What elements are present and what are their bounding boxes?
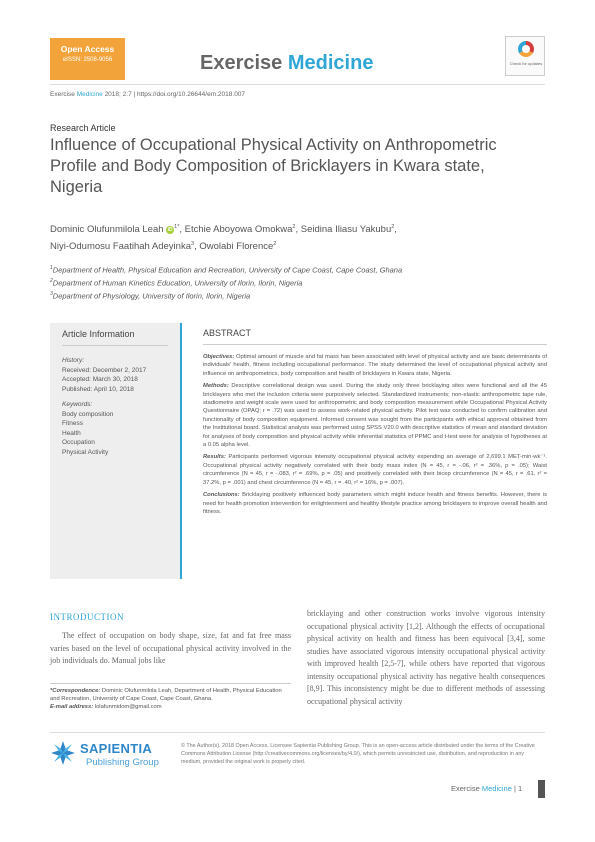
author-affiliation-sup: 2 (273, 241, 277, 248)
check-for-updates-label: Check for updates (509, 61, 543, 66)
check-for-updates-badge[interactable] (505, 36, 545, 76)
citation-journal-word1: Exercise (50, 91, 75, 98)
affiliation-item: $^3$Department of Physiology, University of Ilorin, Ilorin, Nigeria (50, 291, 251, 301)
article-title: Influence of Occupational Physical Activity on Anthropometric Profile and Body Composition of Bricklayers in Kwara state, Nigeria (50, 136, 497, 196)
introduction-right-column: bricklaying and other construction works involve vigorous intensity occupational physical activity [1,2]. Although the effects of occupational physical activity on health and fitness has been equivocal [3,4], some studies have associated vigorous intensity occupational physical activity with improved health [2,5-7], while others have reported that vigorous intensity occupational physical activity has negative health consequences [8,9]. This inconsistency might be due to different methods of assessing occupational physical activity (307, 609, 545, 706)
publisher-subtitle: Publishing Group (86, 757, 159, 768)
citation-line (50, 91, 245, 98)
keyword-item: Fitness (62, 420, 83, 427)
published-date: Published: April 10, 2018 (62, 385, 134, 393)
footer-journal-word2: Medicine (481, 784, 512, 793)
journal-title-word1: Exercise (200, 52, 283, 74)
footer-divider (50, 732, 545, 733)
affiliation-item: $^2$Department of Human Kinetics Education, University of Ilorin, Ilorin, Nigeria (50, 278, 303, 288)
author-name[interactable]: Seidina Iliasu Yakubu (300, 224, 392, 236)
author-name[interactable]: Niyi-Odumosu Faatihah Adeyinka (50, 241, 191, 253)
abstract-heading: ABSTRACT (203, 328, 252, 338)
info-divider (62, 345, 168, 346)
open-access-label: Open Access (60, 44, 115, 54)
sapientia-logo-icon (50, 740, 76, 766)
page-marker-bar (538, 780, 545, 798)
author-name[interactable]: Dominic Olufunmilola Leah (50, 224, 164, 236)
email-address[interactable]: lolafunmidom@gmail.com (93, 704, 162, 710)
abstract-methods: Methods: Descriptive correlational design was used. During the study only three bricklaying sites were functional and all the 45 bricklayers who met the inclusion criteria were purposively selected. Standardized instruments; non-elastic anthropometric tape rule, stadiometre and weight scale were used for anthropometric and body composition measurement while Occupational Physical Activity Questionnaire (OPAQ; r = .72) was used to assess work-related physical activity. Pilot test was conducted to confirm calibration and functionality of body composition equipment. Informed consent was sought from the participants with ethical approval obtained from the Institutional board. Statistical analysis was performed using SPSS V20.0 with descriptive statistics of mean and standard deviation for analyses of body composition and physical activity while inferential statistics of PPMC and t-test were for analysis of hypotheses at a 0.05 alpha level. (203, 383, 547, 449)
introduction-heading: INTRODUCTION (50, 612, 124, 622)
footer-journal-word1: Exercise (451, 784, 480, 793)
keyword-item: Body composition (62, 410, 114, 418)
abstract-objectives: Objectives: Optimal amount of muscle and fat mass has been associated with level of physical activity and are basic determinants of individuals' health, fitness including occupational performance. The study determined the level of occupational physical activity and influence on anthropometrics, body composition and health of bricklayers in Kwara state, Nigeria. (203, 354, 547, 377)
publisher-name: SAPIENTIA (80, 741, 153, 756)
journal-title-word2: Medicine (287, 52, 374, 74)
author-name[interactable]: Etchie Aboyowa Omokwa (184, 224, 293, 236)
open-access-badge (50, 38, 125, 80)
abstract-panel (180, 323, 545, 579)
page-number: 1 (518, 784, 523, 793)
journal-title (200, 52, 373, 75)
abstract-divider (203, 344, 547, 345)
author-affiliation-sup: 1* (174, 224, 180, 230)
author-affiliation-sup: 2 (391, 224, 395, 230)
correspondence-label: *Correspondence: (50, 688, 101, 694)
correspondence-divider (50, 683, 291, 684)
author-list: Dominic Olufunmilola Leah iD $^{1*}$, Etchie Aboyowa Omokwa$^2$, Seidina Iliasu Yakubu$^2$, Niyi-Odumosu Faatihah Adeyinka$^3$, Owolabi Florence$^2$ (50, 224, 397, 253)
author-affiliation-sup: 3 (191, 241, 195, 248)
abstract-conclusions: Conclusions: Bricklaying positively influenced body parameters which might induce health and fitness benefits. However, there is need for health promotion intervention for enlightenment and healthy lifestyle practice among bricklayers to improve overall health and fitness. (203, 492, 547, 515)
license-statement: © The Author(s). 2018 Open Access. Licensee Sapientia Publishing Group. This is an open-access article distributed under the terms of the Creative Commons Attribution License (http://creativecommons.org/licenses/by/4.0/), which permits unrestricted use, distribution, and reproduction in any medium, provided the original work is properly cited. (181, 743, 535, 765)
page-footer: Exercise Medicine | 1 (451, 784, 523, 793)
accepted-date: Accepted: March 30, 2018 (62, 376, 138, 383)
email-label: E-mail address: (50, 704, 94, 710)
correspondence-note (50, 687, 291, 711)
affiliation-list (50, 263, 530, 302)
keyword-item: Physical Activity (62, 448, 109, 456)
author-name[interactable]: Owolabi Florence (199, 241, 274, 253)
publisher-logo (50, 740, 175, 770)
history-label: History: (62, 357, 85, 364)
orcid-icon[interactable]: iD (167, 226, 173, 233)
article-type: Research Article (50, 123, 116, 133)
keyword-item: Occupation (62, 439, 95, 446)
abstract-results: Results: Participants performed vigorous intensity occupational physical activity expending an average of 2,699.1 MET-min·wk⁻¹. Occupational physical activity negatively correlated with their body mass index (N = 45, r = -.06, r² = .36%, p = .05); Waist circumference (N = 45, r = -.083, r² = .69%, p = .05) and positively correlated with their bicep circumference (N = 45, r = .61, r² = 37.2%, p = .001) and chest circumference (N = 45, r = .40, r² = 16%, p = .007). (203, 454, 547, 486)
author-affiliation-sup: 2 (292, 224, 296, 230)
citation-details[interactable]: 2018; 2:7 | https://doi.org/10.26644/em.2018.007 (102, 91, 246, 98)
keywords-label: Keywords: (62, 401, 93, 408)
citation-journal-word2: Medicine (76, 91, 103, 98)
header-divider (50, 84, 545, 85)
eissn-label: eISSN: 2508-9056 (62, 57, 113, 63)
received-date: Received: December 2, 2017 (62, 366, 147, 374)
article-information-panel (50, 323, 180, 579)
article-information-heading: Article Information (62, 329, 135, 339)
affiliation-item: $^1$Department of Health, Physical Education and Recreation, University of Cape Coast, Cape Coast, Ghana (50, 265, 403, 275)
keyword-item: Health (62, 429, 81, 437)
correspondence-text: Dominic Olufunmilola Leah, Department of Health, Physical Education and Recreation, University of Cape Coast, Cape Coast, Ghana. (50, 688, 282, 702)
crossmark-icon (518, 41, 534, 57)
introduction-left-column: The effect of occupation on body shape, size, fat and fat free mass varies based on the level of occupational physical activity involved in the job individuals do. Manual jobs like (50, 631, 291, 665)
